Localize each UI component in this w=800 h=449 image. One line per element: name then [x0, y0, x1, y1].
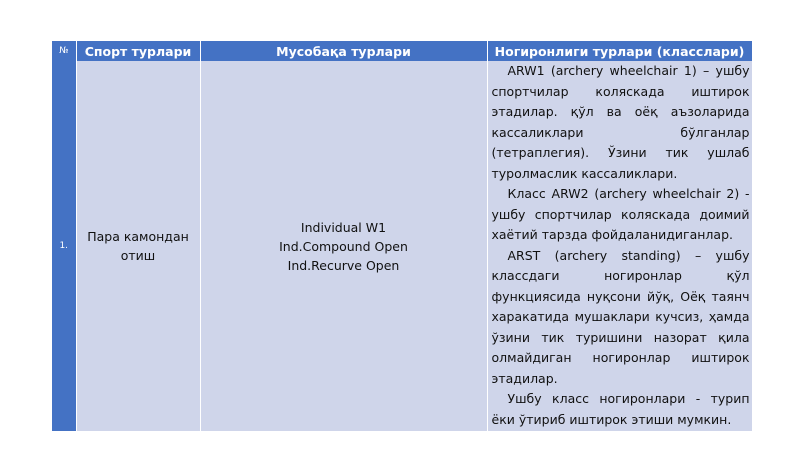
class-description: ARST (archery standing) – ушбу классдаги ногиронлар қўл функциясида нуқсони йўқ, Оёқ таянч харакатида мушаклари кучсиз, ҳамда ўзини тик туришини назорат қила олмайдиган ногиронлар иштирок этадилар.: [491, 247, 750, 386]
sport-name: Пара камондан отиш: [76, 61, 200, 431]
competition-events: [200, 61, 487, 431]
class-description: Класс ARW2 (archery wheelchair 2) - ушбу спортчилар коляскада доимий хаётий тарзда фойдаланидиганлар.: [491, 186, 750, 242]
event-item: Individual W1: [300, 219, 387, 235]
table-row: [52, 61, 752, 431]
class-description: ARW1 (archery wheelchair 1) – ушбу спортчилар коляскада иштирок этадилар. қўл ва оёқ аъзоларида кассаликлари бўлганлар (тетраплегия). Ўзини тик ушлаб туролмаслик кассаликлари.: [491, 63, 750, 181]
sports-table: [52, 41, 753, 431]
header-competition-types: Мусобақа турлари: [200, 41, 487, 61]
event-item: Ind.Recurve Open: [287, 257, 400, 273]
header-number: №: [52, 41, 76, 61]
header-disability-classes: Ногиронлиги турлари (класслари): [487, 41, 752, 61]
row-number: 1.: [52, 61, 76, 431]
header-sport-types: Спорт турлари: [76, 41, 200, 61]
disability-classes: [487, 61, 752, 431]
table-header-row: [52, 41, 752, 61]
event-item: Ind.Compound Open: [279, 238, 408, 254]
class-description: Ушбу класс ногиронлари - турип ёки ўтириб иштирок этиши мумкин.: [491, 391, 750, 427]
